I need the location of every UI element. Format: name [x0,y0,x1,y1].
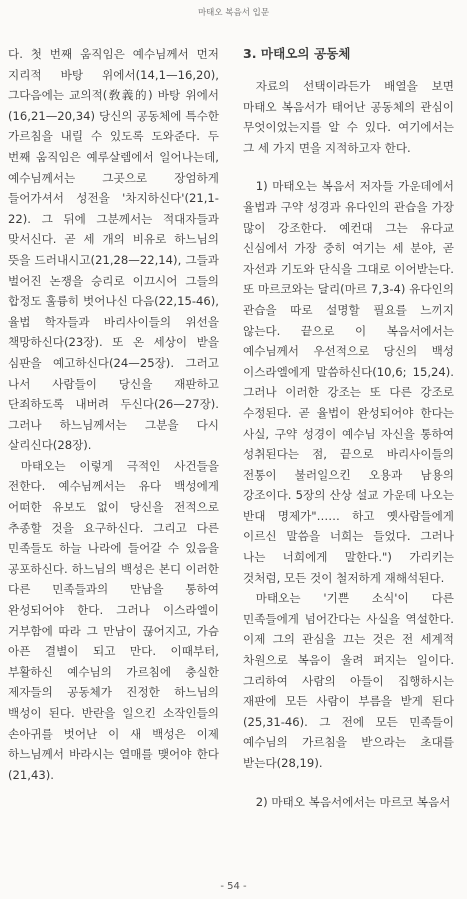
point-1-paragraph: 1) 마태오는 복음서 저자들 가운데에서 율법과 구약 성경과 유다인의 관습을 가장 많이 강조한다. 예컨대 그는 유다교 신심에서 가장 중히 여기는 세 분야, 곧 자선과 기도와 단식을 그대로 이어받는다. 또 마르코와는 달리(마르 7,3-4) 유다인의 관습을 따로 설명할 필요를 느끼지 않는다. 끝으로 이 복음서에서는 예수님께서 우선적으로 당신의 백성 이스라엘에게 말씀하신다(10,6; 15,24). 그러나 이러한 강조는 또 다른 강조로 수정된다. 곧 율법이 완성되어야 한다는 사실, 구약 성경이 예수님 자신을 통하여 성취된다는 점, 끝으로 바리사이들의 전통이 불러일으킨 오용과 남용의 강조이다. 5장의 산상 설교 가운데 나오는 반대 명제가"…… 하고 옛사람들에게 이르신 말씀을 너희는 들었다. 그러나 나는 너희에게 말한다.") 가리키는 것처럼, 모든 것이 철저하게 재해석된다. [243,179,454,585]
section-heading: 3. 마태오의 공동체 [243,46,351,61]
point-1-continued-paragraph: 마태오는 '기쁜 소식'이 다른 민족들에게 넘어간다는 사실을 역설한다. 이제 그의 관심을 끄는 것은 전 세계적 차원으로 복음이 울려 퍼지는 일이다. 그리하여 사람의 아들이 집행하시는 재판에 모든 사람이 부름을 받게 된다(25,31-46). 그 전에 모든 민족들이 예수님의 가르침을 받으라는 초대를 받는다(28,19). [243,591,454,770]
right-column [243,44,454,812]
section-intro-paragraph: 자료의 선택이라든가 배열을 보면 마태오 복음서가 태어난 공동체의 관심이 무엇이었는지를 알 수 있다. 여기에서는 그 세 가지 면을 지적하고자 한다. [243,79,454,155]
body-paragraph: 다. 첫 번째 움직임은 예수님께서 먼저 지리적 바탕 위에서(14,1—16,20), 그다음에는 교의적(敎義的) 바탕 위에서(16,21—20,34) 당신의 공동체에 특수한 가르침을 내릴 수 있도록 도와준다. 두 번째 움직임은 예루살렘에서 일어나는데, 예수님께서는 그곳으로 장엄하게 들어가셔서 성전을 '차지하신다'(21,1-22). 그 뒤에 그분께서는 적대자들과 맞서신다. 곧 세 개의 비유로 하느님의 뜻을 드러내시고(21,28—22,14), 그들과 벌어진 논쟁을 승리로 이끄시어 그들의 합정도 훌륭히 벗어나신 다음(22,15-46), 율법 학자들과 바리사이들의 위선을 책망하신다(23장). 또 온 세상이 받을 심판을 예고하신다(24—25장). 그러고 나서 사람들이 당신을 재판하고 단죄하도록 내버려 두신다(26—27장). 그러나 하느님께서는 그분을 다시 살리신다(28장). [8,47,219,453]
point-2-paragraph: 2) 마태오 복음서에서는 마르코 복음서 [255,794,451,809]
spacer [243,774,454,792]
running-header: 마태오 복음서 입문 [197,8,270,18]
page-number: - 54 - [220,881,247,892]
spacer [243,158,454,176]
left-column [8,44,219,785]
body-paragraph: 마태오는 이렇게 극적인 사건들을 전한다. 예수님께서는 유다 백성에게 어떠한 유보도 없이 당신을 전적으로 추종할 것을 요구하신다. 그리고 다른 민족들도 하늘 나라에 들어갈 수 있음을 공포하신다. 하느님의 백성은 본디 이러한 다른 민족들과의 만남을 통하여 완성되어야 한다. 그러나 이스라엘이 거부함에 따라 그 만남이 끊어지고, 가슴 아픈 결별이 되고 만다. 이때부터, 부활하신 예수님의 가르침에 충실한 제자들의 공동체가 진정한 하느님의 백성이 된다. 반란을 일으킨 소작인들의 손아귀를 벗어난 이 새 백성은 이제 하느님께서 바라시는 열매를 맺어야 한다(21,43). [8,458,219,782]
